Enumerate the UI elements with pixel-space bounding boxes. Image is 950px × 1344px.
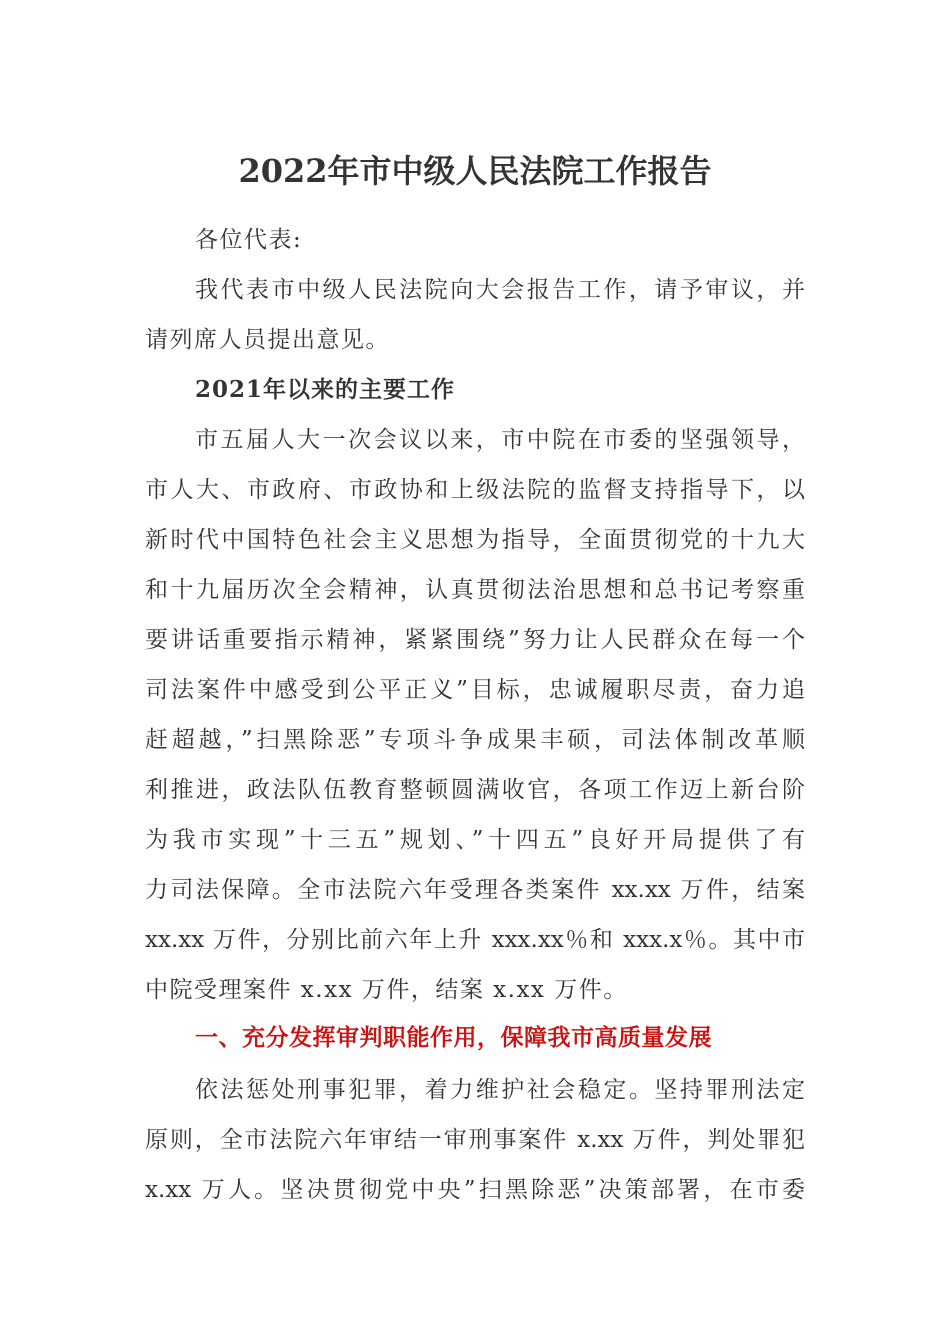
paragraph-line: 力司法保障。全市法院六年受理各类案件 xx.xx 万件，结案	[145, 877, 805, 903]
document-title: 2022年市中级人民法院工作报告	[238, 152, 712, 190]
section-heading: 2021年以来的主要工作	[195, 376, 456, 403]
paragraph-line: 司法案件中感受到公平正义”目标，忠诚履职尽责，奋力追	[145, 677, 805, 703]
paragraph-line: 市人大、市政府、市政协和上级法院的监督支持指导下，以	[145, 477, 805, 503]
paragraph-line: 为我市实现”十三五”规划、”十四五”良好开局提供了有	[145, 827, 805, 853]
paragraph-line: xx.xx 万件，分别比前六年上升 xxx.xx％和 xxx.x％。其中市	[145, 927, 805, 953]
paragraph-line: 要讲话重要指示精神，紧紧围绕”努力让人民群众在每一个	[145, 627, 805, 653]
paragraph-line: 原则，全市法院六年审结一审刑事案件 x.xx 万件，判处罪犯	[145, 1127, 805, 1153]
paragraph-line: 新时代中国特色社会主义思想为指导，全面贯彻党的十九大	[145, 527, 805, 553]
salutation: 各位代表:	[195, 227, 303, 253]
paragraph-line: 中院受理案件 x.xx 万件，结案 x.xx 万件。	[145, 977, 628, 1003]
paragraph-line: 请列席人员提出意见。	[145, 327, 390, 353]
paragraph-line: 赶超越，”扫黑除恶”专项斗争成果丰硕，司法体制改革顺	[145, 727, 805, 753]
red-section-heading: 一、充分发挥审判职能作用，保障我市高质量发展	[195, 1025, 712, 1051]
paragraph-line: x.xx 万人。坚决贯彻党中央”扫黑除恶”决策部署，在市委	[145, 1177, 805, 1203]
paragraph-line: 利推进，政法队伍教育整顿圆满收官，各项工作迈上新台阶	[145, 777, 805, 803]
paragraph-line: 和十九届历次全会精神，认真贯彻法治思想和总书记考察重	[145, 577, 805, 603]
paragraph-line: 我代表市中级人民法院向大会报告工作，请予审议，并	[195, 277, 805, 303]
paragraph-line: 市五届人大一次会议以来，市中院在市委的坚强领导，	[195, 427, 805, 453]
paragraph-line: 依法惩处刑事犯罪，着力维护社会稳定。坚持罪刑法定	[195, 1077, 805, 1103]
